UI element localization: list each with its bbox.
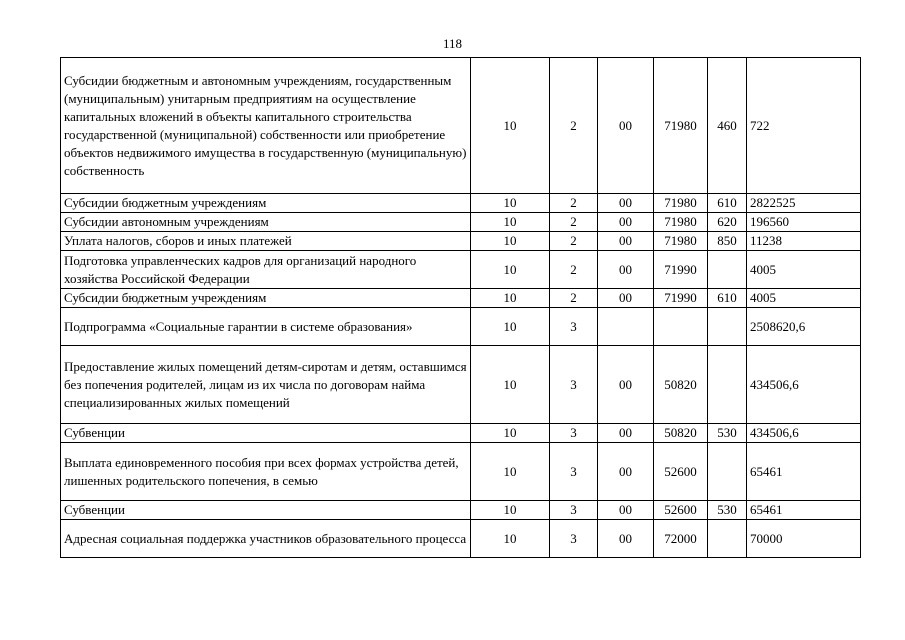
row-name: Адресная социальная поддержка участников образовательного процесса bbox=[61, 520, 471, 558]
section-code: 10 bbox=[471, 424, 550, 443]
amount: 434506,6 bbox=[747, 346, 861, 424]
subsection-code: 3 bbox=[550, 501, 598, 520]
expense-type-code bbox=[708, 346, 747, 424]
target-article-code: 71980 bbox=[654, 213, 708, 232]
row-name: Субвенции bbox=[61, 424, 471, 443]
amount: 65461 bbox=[747, 501, 861, 520]
program-code bbox=[598, 308, 654, 346]
program-code: 00 bbox=[598, 251, 654, 289]
section-code: 10 bbox=[471, 194, 550, 213]
program-code: 00 bbox=[598, 346, 654, 424]
amount: 65461 bbox=[747, 443, 861, 501]
amount: 70000 bbox=[747, 520, 861, 558]
amount: 4005 bbox=[747, 289, 861, 308]
subsection-code: 2 bbox=[550, 213, 598, 232]
expense-type-code: 850 bbox=[708, 232, 747, 251]
subsection-code: 2 bbox=[550, 251, 598, 289]
table-row bbox=[61, 58, 861, 194]
program-code: 00 bbox=[598, 443, 654, 501]
subsection-code: 2 bbox=[550, 194, 598, 213]
row-name: Подпрограмма «Социальные гарантии в системе образования» bbox=[61, 308, 471, 346]
table-row bbox=[61, 501, 861, 520]
table-row bbox=[61, 308, 861, 346]
page-number: 118 bbox=[442, 36, 463, 51]
target-article-code: 50820 bbox=[654, 346, 708, 424]
expense-type-code: 620 bbox=[708, 213, 747, 232]
target-article-code: 71990 bbox=[654, 251, 708, 289]
amount: 434506,6 bbox=[747, 424, 861, 443]
expense-type-code bbox=[708, 308, 747, 346]
target-article-code: 71980 bbox=[654, 58, 708, 194]
amount: 2508620,6 bbox=[747, 308, 861, 346]
expense-type-code bbox=[708, 520, 747, 558]
table-row bbox=[61, 251, 861, 289]
section-code: 10 bbox=[471, 58, 550, 194]
table-row bbox=[61, 443, 861, 501]
row-name: Субсидии бюджетным учреждениям bbox=[61, 289, 471, 308]
table-row bbox=[61, 289, 861, 308]
program-code: 00 bbox=[598, 520, 654, 558]
program-code: 00 bbox=[598, 232, 654, 251]
subsection-code: 3 bbox=[550, 424, 598, 443]
target-article-code: 50820 bbox=[654, 424, 708, 443]
expense-type-code bbox=[708, 251, 747, 289]
program-code: 00 bbox=[598, 58, 654, 194]
table-row bbox=[61, 232, 861, 251]
program-code: 00 bbox=[598, 289, 654, 308]
section-code: 10 bbox=[471, 308, 550, 346]
table-row bbox=[61, 520, 861, 558]
target-article-code: 71980 bbox=[654, 194, 708, 213]
amount: 722 bbox=[747, 58, 861, 194]
table-row bbox=[61, 213, 861, 232]
amount: 11238 bbox=[747, 232, 861, 251]
program-code: 00 bbox=[598, 501, 654, 520]
target-article-code: 71990 bbox=[654, 289, 708, 308]
subsection-code: 3 bbox=[550, 308, 598, 346]
table-row bbox=[61, 424, 861, 443]
section-code: 10 bbox=[471, 213, 550, 232]
target-article-code: 72000 bbox=[654, 520, 708, 558]
target-article-code: 52600 bbox=[654, 443, 708, 501]
expense-type-code bbox=[708, 443, 747, 501]
section-code: 10 bbox=[471, 232, 550, 251]
subsection-code: 2 bbox=[550, 289, 598, 308]
section-code: 10 bbox=[471, 289, 550, 308]
subsection-code: 2 bbox=[550, 58, 598, 194]
amount: 4005 bbox=[747, 251, 861, 289]
row-name: Субсидии бюджетным и автономным учреждениям, государственным (муниципальным) унитарным предприятиям на осуществление капитальных вложений в объекты капитального строительства государственной (муниципальной) собственности или приобретение объектов недвижимого имущества в государственную (муниципальную) собственность bbox=[61, 58, 471, 194]
subsection-code: 3 bbox=[550, 346, 598, 424]
program-code: 00 bbox=[598, 424, 654, 443]
amount: 196560 bbox=[747, 213, 861, 232]
budget-table bbox=[60, 57, 861, 558]
section-code: 10 bbox=[471, 443, 550, 501]
subsection-code: 3 bbox=[550, 443, 598, 501]
target-article-code: 71980 bbox=[654, 232, 708, 251]
row-name: Выплата единовременного пособия при всех формах устройства детей, лишенных родительского попечения, в семью bbox=[61, 443, 471, 501]
section-code: 10 bbox=[471, 346, 550, 424]
expense-type-code: 610 bbox=[708, 194, 747, 213]
program-code: 00 bbox=[598, 194, 654, 213]
table-row bbox=[61, 346, 861, 424]
expense-type-code: 610 bbox=[708, 289, 747, 308]
amount: 2822525 bbox=[747, 194, 861, 213]
expense-type-code: 530 bbox=[708, 501, 747, 520]
row-name: Субсидии бюджетным учреждениям bbox=[61, 194, 471, 213]
target-article-code: 52600 bbox=[654, 501, 708, 520]
row-name: Подготовка управленческих кадров для организаций народного хозяйства Российской Федерации bbox=[61, 251, 471, 289]
row-name: Предоставление жилых помещений детям-сиротам и детям, оставшимся без попечения родителей, лицам из их числа по договорам найма специализированных жилых помещений bbox=[61, 346, 471, 424]
table-row bbox=[61, 194, 861, 213]
row-name: Субвенции bbox=[61, 501, 471, 520]
row-name: Субсидии автономным учреждениям bbox=[61, 213, 471, 232]
section-code: 10 bbox=[471, 520, 550, 558]
subsection-code: 2 bbox=[550, 232, 598, 251]
subsection-code: 3 bbox=[550, 520, 598, 558]
expense-type-code: 530 bbox=[708, 424, 747, 443]
program-code: 00 bbox=[598, 213, 654, 232]
section-code: 10 bbox=[471, 251, 550, 289]
row-name: Уплата налогов, сборов и иных платежей bbox=[61, 232, 471, 251]
section-code: 10 bbox=[471, 501, 550, 520]
target-article-code bbox=[654, 308, 708, 346]
expense-type-code: 460 bbox=[708, 58, 747, 194]
